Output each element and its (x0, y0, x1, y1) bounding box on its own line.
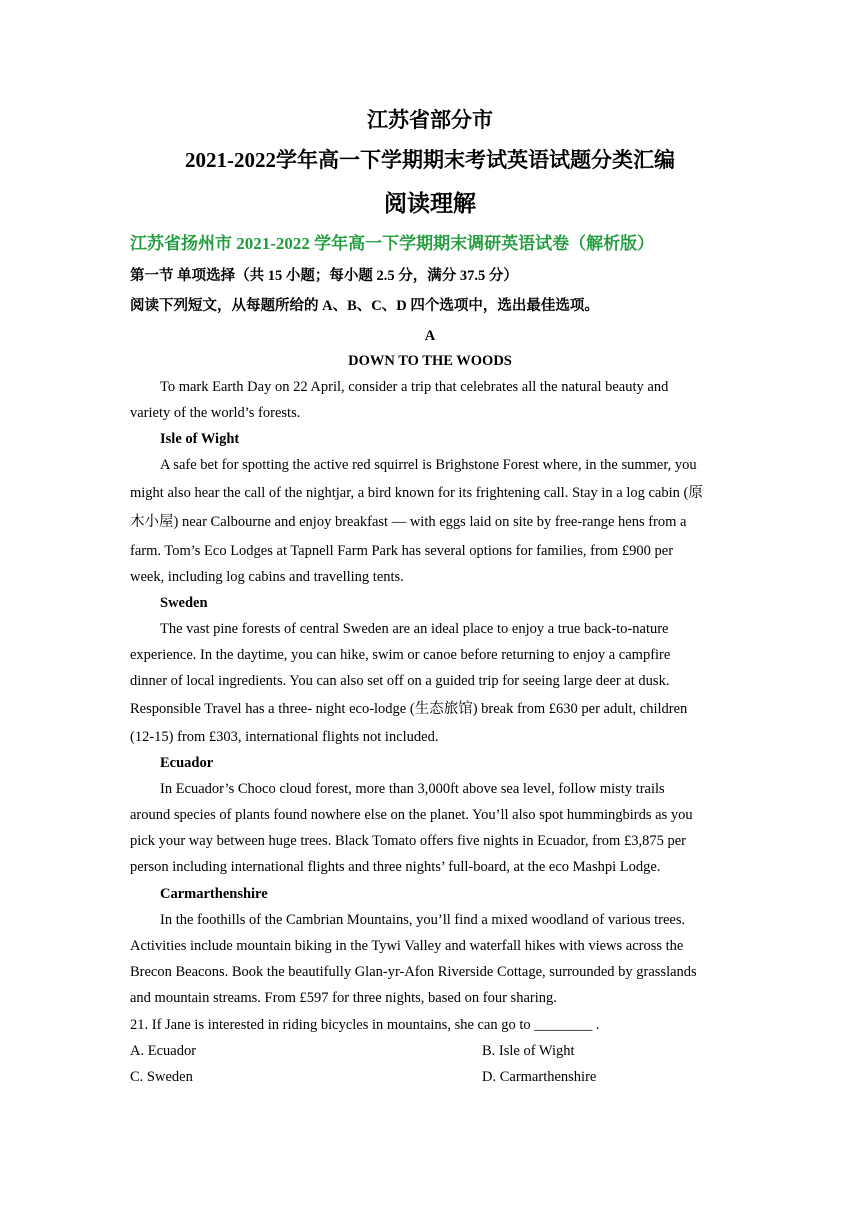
paragraph-line: Activities include mountain biking in the Tywi Valley and waterfall hikes with views across the (130, 938, 684, 954)
paragraph-line: pick your way between huge trees. Black Tomato offers five nights in Ecuador, from £3,875 per (130, 833, 686, 849)
paragraph-line: In the foothills of the Cambrian Mountains, you’ll find a mixed woodland of various trees. (160, 912, 686, 928)
source-heading: 江苏省扬州市 2021-2022 学年高一下学期期末调研英语试卷（解析版） (130, 234, 655, 253)
option-b: B. Isle of Wight (482, 1043, 575, 1059)
paragraph-line: dinner of local ingredients. You can also set off on a guided trip for seeing large deer at dusk. (130, 673, 670, 689)
question-21: 21. If Jane is interested in riding bicycles in mountains, she can go to ________ . (130, 1017, 600, 1033)
paragraph-line: The vast pine forests of central Sweden are an ideal place to enjoy a true back-to-nature (160, 621, 669, 637)
section-heading-sweden: Sweden (160, 595, 208, 611)
section-heading-carmarthenshire: Carmarthenshire (160, 886, 268, 902)
option-c: C. Sweden (130, 1069, 193, 1085)
section-heading-isle-of-wight: Isle of Wight (160, 431, 240, 447)
paragraph-line: week, including log cabins and travelling tents. (130, 569, 404, 585)
paragraph-line: might also hear the call of the nightjar, a bird known for its frightening call. Stay in a log cabin (原 (130, 485, 703, 501)
intro-line: variety of the world’s forests. (130, 405, 301, 421)
paragraph-line: Brecon Beacons. Book the beautifully Glan-yr-Afon Riverside Cottage, surrounded by grasslands (130, 964, 697, 980)
paragraph-line: In Ecuador’s Choco cloud forest, more than 3,000ft above sea level, follow misty trails (160, 781, 665, 797)
paragraph-line: around species of plants found nowhere else on the planet. You’ll also spot hummingbirds as you (130, 807, 693, 823)
doc-title-exam: 2021-2022学年高一下学期期末考试英语试题分类汇编 (185, 148, 675, 172)
paragraph-line: and mountain streams. From £597 for three nights, based on four sharing. (130, 990, 557, 1006)
paragraph-line: (12-15) from £303, international flights not included. (130, 729, 439, 745)
paragraph-line: person including international flights and three nights’ full-board, at the eco Mashpi Lodge. (130, 859, 661, 875)
passage-title: DOWN TO THE WOODS (348, 353, 512, 369)
instruction-text: 阅读下列短文，从每题所给的 A、B、C、D 四个选项中，选出最佳选项。 (130, 298, 599, 314)
paragraph-line: A safe bet for spotting the active red squirrel is Brighstone Forest where, in the summer, you (160, 457, 697, 473)
option-a: A. Ecuador (130, 1043, 197, 1059)
intro-line: To mark Earth Day on 22 April, consider a trip that celebrates all the natural beauty and (160, 379, 669, 395)
doc-title-region: 江苏省部分市 (367, 108, 493, 132)
section-heading-ecuador: Ecuador (160, 755, 214, 771)
doc-title-topic: 阅读理解 (384, 191, 476, 216)
option-d: D. Carmarthenshire (482, 1069, 597, 1085)
paragraph-line: 木小屋) near Calbourne and enjoy breakfast — with eggs laid on site by free-range hens from a (130, 514, 687, 530)
section-heading: 第一节 单项选择（共 15 小题；每小题 2.5 分，满分 37.5 分） (130, 268, 518, 284)
passage-letter: A (424, 328, 436, 344)
paragraph-line: experience. In the daytime, you can hike, swim or canoe before returning to enjoy a campfire (130, 647, 671, 663)
paragraph-line: Responsible Travel has a three- night eco-lodge (生态旅馆) break from £630 per adult, children (130, 701, 688, 717)
paragraph-line: farm. Tom’s Eco Lodges at Tapnell Farm Park has several options for families, from £900 per (130, 543, 674, 559)
